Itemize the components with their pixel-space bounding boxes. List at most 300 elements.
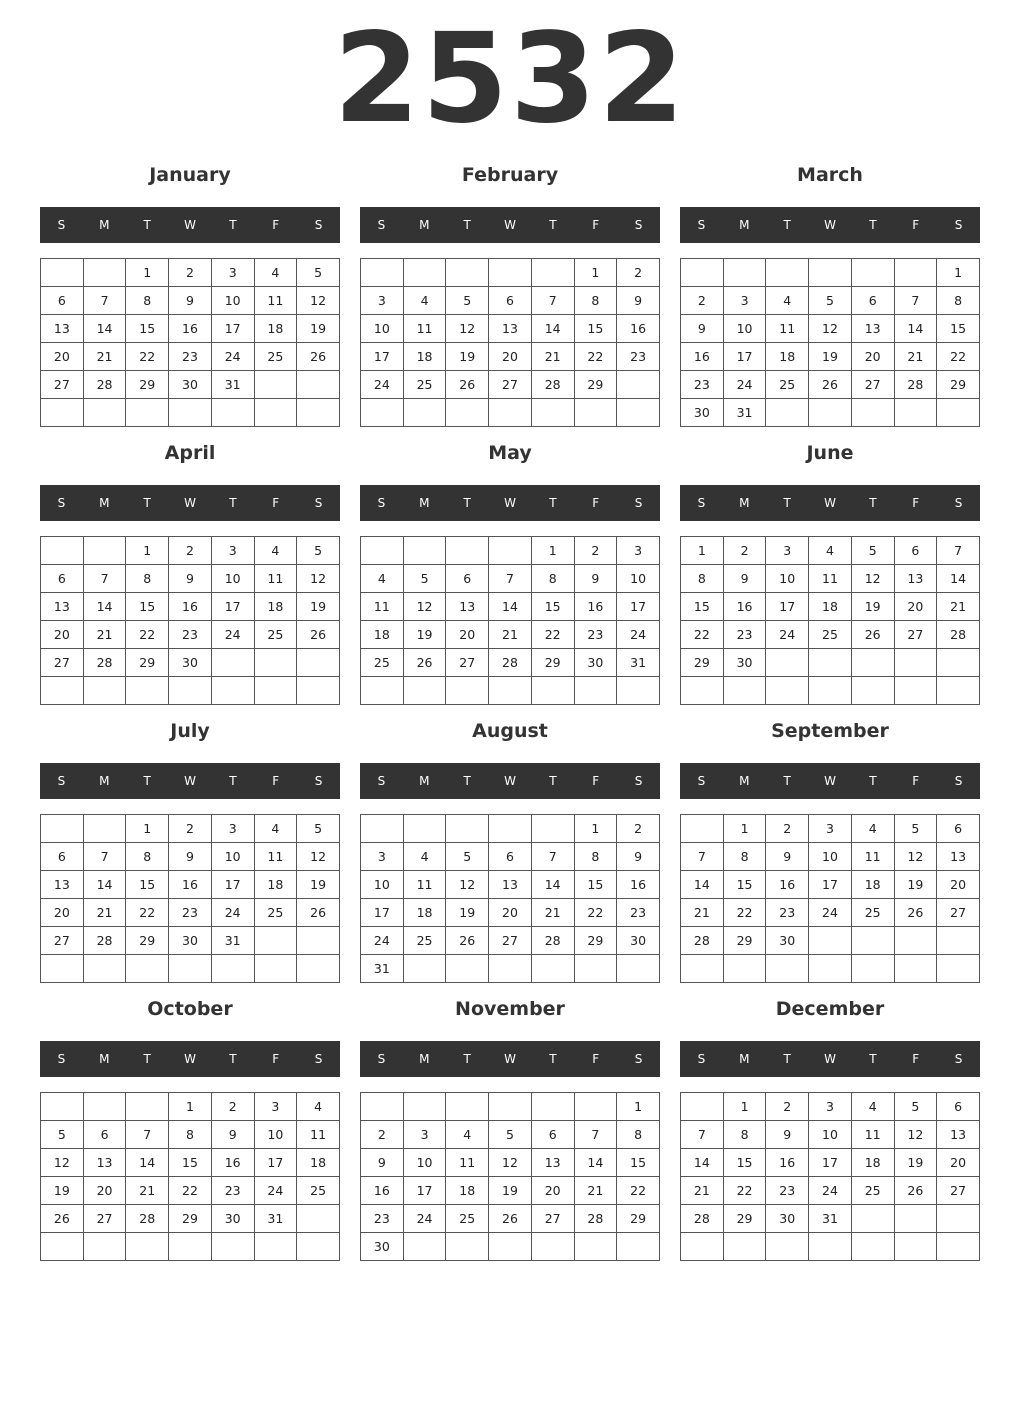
weekday-label: F: [912, 1052, 920, 1066]
day-cell: [681, 815, 724, 843]
day-cell: 16: [574, 593, 617, 621]
day-grid: [680, 814, 980, 983]
day-cell: 24: [403, 1205, 446, 1233]
week-row: [361, 649, 660, 677]
day-cell: 5: [894, 1093, 937, 1121]
day-cell: 14: [531, 871, 574, 899]
day-cell: 27: [489, 371, 532, 399]
weekday-label: S: [634, 774, 643, 788]
week-row: [361, 871, 660, 899]
day-cell: 2: [766, 815, 809, 843]
day-cell: 6: [83, 1121, 126, 1149]
day-cell: 16: [766, 1149, 809, 1177]
week-row: [681, 343, 980, 371]
day-cell: 6: [446, 565, 489, 593]
weekday-label: F: [272, 1052, 280, 1066]
day-cell: 13: [937, 1121, 980, 1149]
day-cell: 8: [937, 287, 980, 315]
day-cell: 28: [83, 927, 126, 955]
day-cell: 5: [894, 815, 937, 843]
weekday-label: W: [184, 1052, 196, 1066]
day-cell: 21: [83, 621, 126, 649]
day-cell: 12: [851, 565, 894, 593]
day-cell: 31: [361, 955, 404, 983]
day-cell: 15: [169, 1149, 212, 1177]
day-cell: 2: [211, 1093, 254, 1121]
day-cell: 19: [297, 593, 340, 621]
day-cell: 1: [126, 537, 169, 565]
day-cell: 28: [83, 371, 126, 399]
day-cell: [403, 537, 446, 565]
day-cell: [489, 677, 532, 705]
weekday-label: F: [912, 218, 920, 232]
day-cell: 26: [297, 343, 340, 371]
day-cell: 20: [41, 899, 84, 927]
week-row: [361, 593, 660, 621]
week-row: [681, 287, 980, 315]
day-cell: [446, 677, 489, 705]
weekday-label: S: [57, 218, 66, 232]
day-cell: 11: [403, 315, 446, 343]
day-cell: 21: [83, 343, 126, 371]
day-cell: 11: [254, 287, 297, 315]
day-cell: [211, 399, 254, 427]
year-title: 2532: [333, 7, 687, 151]
day-cell: 26: [809, 371, 852, 399]
week-row: [361, 1093, 660, 1121]
day-cell: [446, 399, 489, 427]
day-cell: [766, 259, 809, 287]
day-cell: 3: [766, 537, 809, 565]
day-cell: [211, 649, 254, 677]
day-cell: [766, 649, 809, 677]
day-grid: [360, 258, 660, 427]
day-cell: 22: [617, 1177, 660, 1205]
day-cell: [297, 1233, 340, 1261]
day-cell: 19: [809, 343, 852, 371]
day-cell: 3: [211, 815, 254, 843]
day-cell: [297, 955, 340, 983]
day-cell: 31: [723, 399, 766, 427]
weekday-label: T: [143, 774, 151, 788]
week-row: [41, 1177, 340, 1205]
day-cell: 13: [41, 315, 84, 343]
day-cell: 9: [169, 565, 212, 593]
week-row: [41, 259, 340, 287]
day-cell: 12: [894, 1121, 937, 1149]
weekday-label: S: [634, 496, 643, 510]
day-cell: [297, 677, 340, 705]
day-cell: 3: [211, 259, 254, 287]
day-cell: 20: [489, 343, 532, 371]
day-cell: [894, 649, 937, 677]
day-cell: 6: [41, 843, 84, 871]
day-cell: 8: [574, 843, 617, 871]
day-cell: 9: [617, 843, 660, 871]
day-cell: [297, 399, 340, 427]
day-cell: [851, 677, 894, 705]
day-cell: [531, 1093, 574, 1121]
day-cell: [211, 955, 254, 983]
week-row: [361, 843, 660, 871]
weekday-label: M: [99, 1052, 110, 1066]
weekday-label: T: [549, 496, 557, 510]
day-cell: [361, 259, 404, 287]
month-name: August: [472, 720, 548, 742]
day-cell: 24: [211, 899, 254, 927]
week-row: [361, 259, 660, 287]
month-name: February: [461, 164, 559, 186]
day-cell: [403, 677, 446, 705]
day-cell: 9: [211, 1121, 254, 1149]
day-cell: [723, 955, 766, 983]
day-cell: 28: [574, 1205, 617, 1233]
weekday-label: M: [419, 1052, 430, 1066]
day-cell: 12: [894, 843, 937, 871]
day-cell: 15: [531, 593, 574, 621]
day-cell: 7: [489, 565, 532, 593]
day-cell: 25: [766, 371, 809, 399]
day-grid: [680, 536, 980, 705]
day-cell: 24: [254, 1177, 297, 1205]
week-row: [681, 1093, 980, 1121]
weekday-label: M: [739, 496, 750, 510]
weekday-label: S: [377, 1052, 386, 1066]
day-cell: [211, 1233, 254, 1261]
day-cell: 6: [489, 843, 532, 871]
weekday-label: T: [463, 1052, 471, 1066]
day-cell: [531, 677, 574, 705]
weekday-label: W: [824, 496, 836, 510]
day-cell: 6: [41, 565, 84, 593]
day-cell: [937, 649, 980, 677]
day-cell: 22: [574, 343, 617, 371]
day-cell: 3: [211, 537, 254, 565]
day-cell: 10: [617, 565, 660, 593]
week-row: [361, 677, 660, 705]
day-cell: 13: [489, 871, 532, 899]
day-cell: 20: [894, 593, 937, 621]
day-cell: 14: [681, 1149, 724, 1177]
day-cell: 18: [254, 315, 297, 343]
day-cell: 13: [83, 1149, 126, 1177]
day-cell: 1: [169, 1093, 212, 1121]
weekday-header: [40, 1041, 340, 1077]
day-cell: 14: [574, 1149, 617, 1177]
week-row: [681, 593, 980, 621]
day-cell: 30: [574, 649, 617, 677]
day-cell: 30: [361, 1233, 404, 1261]
day-cell: 20: [531, 1177, 574, 1205]
day-cell: 5: [403, 565, 446, 593]
day-cell: 8: [169, 1121, 212, 1149]
day-cell: 28: [894, 371, 937, 399]
day-cell: [617, 371, 660, 399]
week-row: [41, 371, 340, 399]
day-cell: [574, 677, 617, 705]
week-row: [681, 1233, 980, 1261]
weekday-label: W: [504, 774, 516, 788]
day-cell: 21: [126, 1177, 169, 1205]
day-cell: [126, 399, 169, 427]
day-cell: 25: [254, 621, 297, 649]
day-cell: 20: [489, 899, 532, 927]
day-cell: 16: [723, 593, 766, 621]
weekday-label: S: [697, 496, 706, 510]
day-cell: 30: [723, 649, 766, 677]
week-row: [41, 955, 340, 983]
month-name: December: [775, 998, 885, 1020]
day-cell: [681, 955, 724, 983]
day-cell: [574, 1093, 617, 1121]
day-cell: [297, 1205, 340, 1233]
day-cell: 29: [126, 371, 169, 399]
day-cell: 30: [169, 927, 212, 955]
day-cell: 27: [894, 621, 937, 649]
day-cell: 30: [211, 1205, 254, 1233]
weekday-label: W: [504, 218, 516, 232]
weekday-label: T: [143, 218, 151, 232]
day-cell: 4: [766, 287, 809, 315]
day-cell: 27: [41, 371, 84, 399]
day-cell: 10: [809, 1121, 852, 1149]
day-cell: 1: [937, 259, 980, 287]
day-cell: 8: [723, 1121, 766, 1149]
day-cell: 25: [851, 899, 894, 927]
day-cell: [83, 1093, 126, 1121]
day-cell: 12: [809, 315, 852, 343]
day-cell: 27: [489, 927, 532, 955]
day-cell: 9: [169, 843, 212, 871]
day-cell: 3: [361, 843, 404, 871]
weekday-label: T: [869, 496, 877, 510]
day-cell: 19: [446, 899, 489, 927]
weekday-label: T: [549, 774, 557, 788]
weekday-label: T: [229, 1052, 237, 1066]
day-cell: 30: [681, 399, 724, 427]
day-cell: 29: [574, 371, 617, 399]
day-cell: 17: [211, 871, 254, 899]
day-cell: [723, 677, 766, 705]
day-cell: [617, 677, 660, 705]
day-cell: [254, 371, 297, 399]
day-cell: 5: [41, 1121, 84, 1149]
day-cell: 2: [723, 537, 766, 565]
day-cell: [83, 815, 126, 843]
day-cell: [361, 815, 404, 843]
day-cell: [41, 1093, 84, 1121]
weekday-label: M: [739, 774, 750, 788]
day-cell: [297, 371, 340, 399]
day-cell: 15: [937, 315, 980, 343]
day-cell: 4: [851, 1093, 894, 1121]
day-cell: [489, 1233, 532, 1261]
month-name: May: [488, 442, 532, 464]
day-cell: 5: [851, 537, 894, 565]
day-cell: 2: [681, 287, 724, 315]
day-cell: 14: [489, 593, 532, 621]
day-cell: 16: [617, 871, 660, 899]
day-cell: 6: [937, 1093, 980, 1121]
day-cell: 21: [83, 899, 126, 927]
week-row: [41, 621, 340, 649]
day-cell: [41, 399, 84, 427]
day-cell: [297, 927, 340, 955]
week-row: [681, 843, 980, 871]
week-row: [41, 1149, 340, 1177]
day-cell: [766, 955, 809, 983]
weekday-label: S: [377, 496, 386, 510]
day-cell: 2: [766, 1093, 809, 1121]
day-cell: 16: [361, 1177, 404, 1205]
day-cell: 18: [446, 1177, 489, 1205]
day-cell: 7: [83, 287, 126, 315]
month-name: January: [149, 164, 231, 186]
day-cell: 25: [446, 1205, 489, 1233]
week-row: [41, 815, 340, 843]
weekday-label: T: [549, 218, 557, 232]
day-cell: 15: [574, 871, 617, 899]
day-cell: 4: [297, 1093, 340, 1121]
day-cell: 16: [169, 871, 212, 899]
week-row: [681, 815, 980, 843]
day-cell: [361, 677, 404, 705]
day-cell: 29: [531, 649, 574, 677]
day-cell: 11: [254, 843, 297, 871]
month-name: March: [797, 164, 863, 186]
day-cell: [851, 1233, 894, 1261]
day-cell: 23: [723, 621, 766, 649]
day-grid: [360, 1092, 660, 1261]
day-cell: [489, 537, 532, 565]
day-cell: 20: [83, 1177, 126, 1205]
day-cell: 24: [723, 371, 766, 399]
day-cell: 14: [83, 871, 126, 899]
day-cell: 2: [169, 537, 212, 565]
month-name: October: [147, 998, 233, 1020]
day-cell: 2: [361, 1121, 404, 1149]
day-cell: 6: [531, 1121, 574, 1149]
week-row: [361, 621, 660, 649]
day-cell: 26: [41, 1205, 84, 1233]
day-cell: 2: [617, 259, 660, 287]
day-cell: [894, 955, 937, 983]
day-cell: 22: [937, 343, 980, 371]
day-cell: [809, 399, 852, 427]
weekday-label: W: [184, 496, 196, 510]
weekday-label: F: [592, 774, 600, 788]
day-cell: 23: [169, 899, 212, 927]
week-row: [361, 815, 660, 843]
day-cell: 12: [446, 871, 489, 899]
day-cell: [446, 1093, 489, 1121]
week-row: [41, 287, 340, 315]
day-cell: [894, 259, 937, 287]
day-cell: 28: [681, 1205, 724, 1233]
day-cell: 17: [211, 593, 254, 621]
day-cell: 10: [211, 287, 254, 315]
day-cell: 27: [937, 1177, 980, 1205]
day-cell: [403, 955, 446, 983]
day-cell: 25: [851, 1177, 894, 1205]
day-cell: 20: [446, 621, 489, 649]
day-cell: 22: [126, 621, 169, 649]
day-cell: 16: [169, 315, 212, 343]
day-cell: [617, 399, 660, 427]
day-cell: 31: [211, 927, 254, 955]
day-cell: 12: [41, 1149, 84, 1177]
week-row: [41, 871, 340, 899]
day-cell: 4: [254, 259, 297, 287]
day-cell: 29: [937, 371, 980, 399]
day-cell: 10: [809, 843, 852, 871]
day-cell: 1: [574, 259, 617, 287]
weekday-header: [680, 207, 980, 243]
day-grid: [40, 1092, 340, 1261]
weekday-header: [360, 763, 660, 799]
day-cell: 21: [894, 343, 937, 371]
day-cell: 29: [723, 927, 766, 955]
day-cell: 14: [126, 1149, 169, 1177]
day-cell: 11: [766, 315, 809, 343]
day-cell: 18: [254, 593, 297, 621]
weekday-label: S: [314, 218, 323, 232]
day-cell: 29: [126, 649, 169, 677]
day-cell: [851, 1205, 894, 1233]
day-cell: 8: [723, 843, 766, 871]
day-cell: 13: [851, 315, 894, 343]
day-cell: 15: [681, 593, 724, 621]
day-cell: [531, 955, 574, 983]
day-cell: 4: [361, 565, 404, 593]
day-cell: [681, 1093, 724, 1121]
weekday-label: S: [57, 496, 66, 510]
weekday-label: T: [463, 774, 471, 788]
week-row: [41, 927, 340, 955]
weekday-header: [40, 763, 340, 799]
day-cell: 11: [403, 871, 446, 899]
day-cell: [531, 259, 574, 287]
weekday-label: S: [634, 1052, 643, 1066]
day-cell: 24: [361, 371, 404, 399]
day-cell: [254, 677, 297, 705]
day-cell: 5: [446, 843, 489, 871]
week-row: [41, 677, 340, 705]
day-cell: [254, 955, 297, 983]
day-cell: [403, 1093, 446, 1121]
day-cell: 14: [83, 593, 126, 621]
day-cell: [531, 815, 574, 843]
day-cell: 14: [937, 565, 980, 593]
day-cell: 1: [126, 815, 169, 843]
day-cell: 3: [809, 815, 852, 843]
day-cell: 28: [83, 649, 126, 677]
day-cell: [489, 259, 532, 287]
day-cell: 27: [41, 649, 84, 677]
day-cell: 25: [254, 899, 297, 927]
day-cell: 13: [489, 315, 532, 343]
day-cell: 26: [403, 649, 446, 677]
day-cell: 15: [126, 871, 169, 899]
day-cell: 20: [41, 343, 84, 371]
week-row: [41, 1205, 340, 1233]
day-cell: 30: [766, 927, 809, 955]
day-cell: [254, 399, 297, 427]
day-cell: 4: [254, 537, 297, 565]
day-cell: 18: [254, 871, 297, 899]
day-cell: 15: [723, 871, 766, 899]
day-cell: 18: [361, 621, 404, 649]
